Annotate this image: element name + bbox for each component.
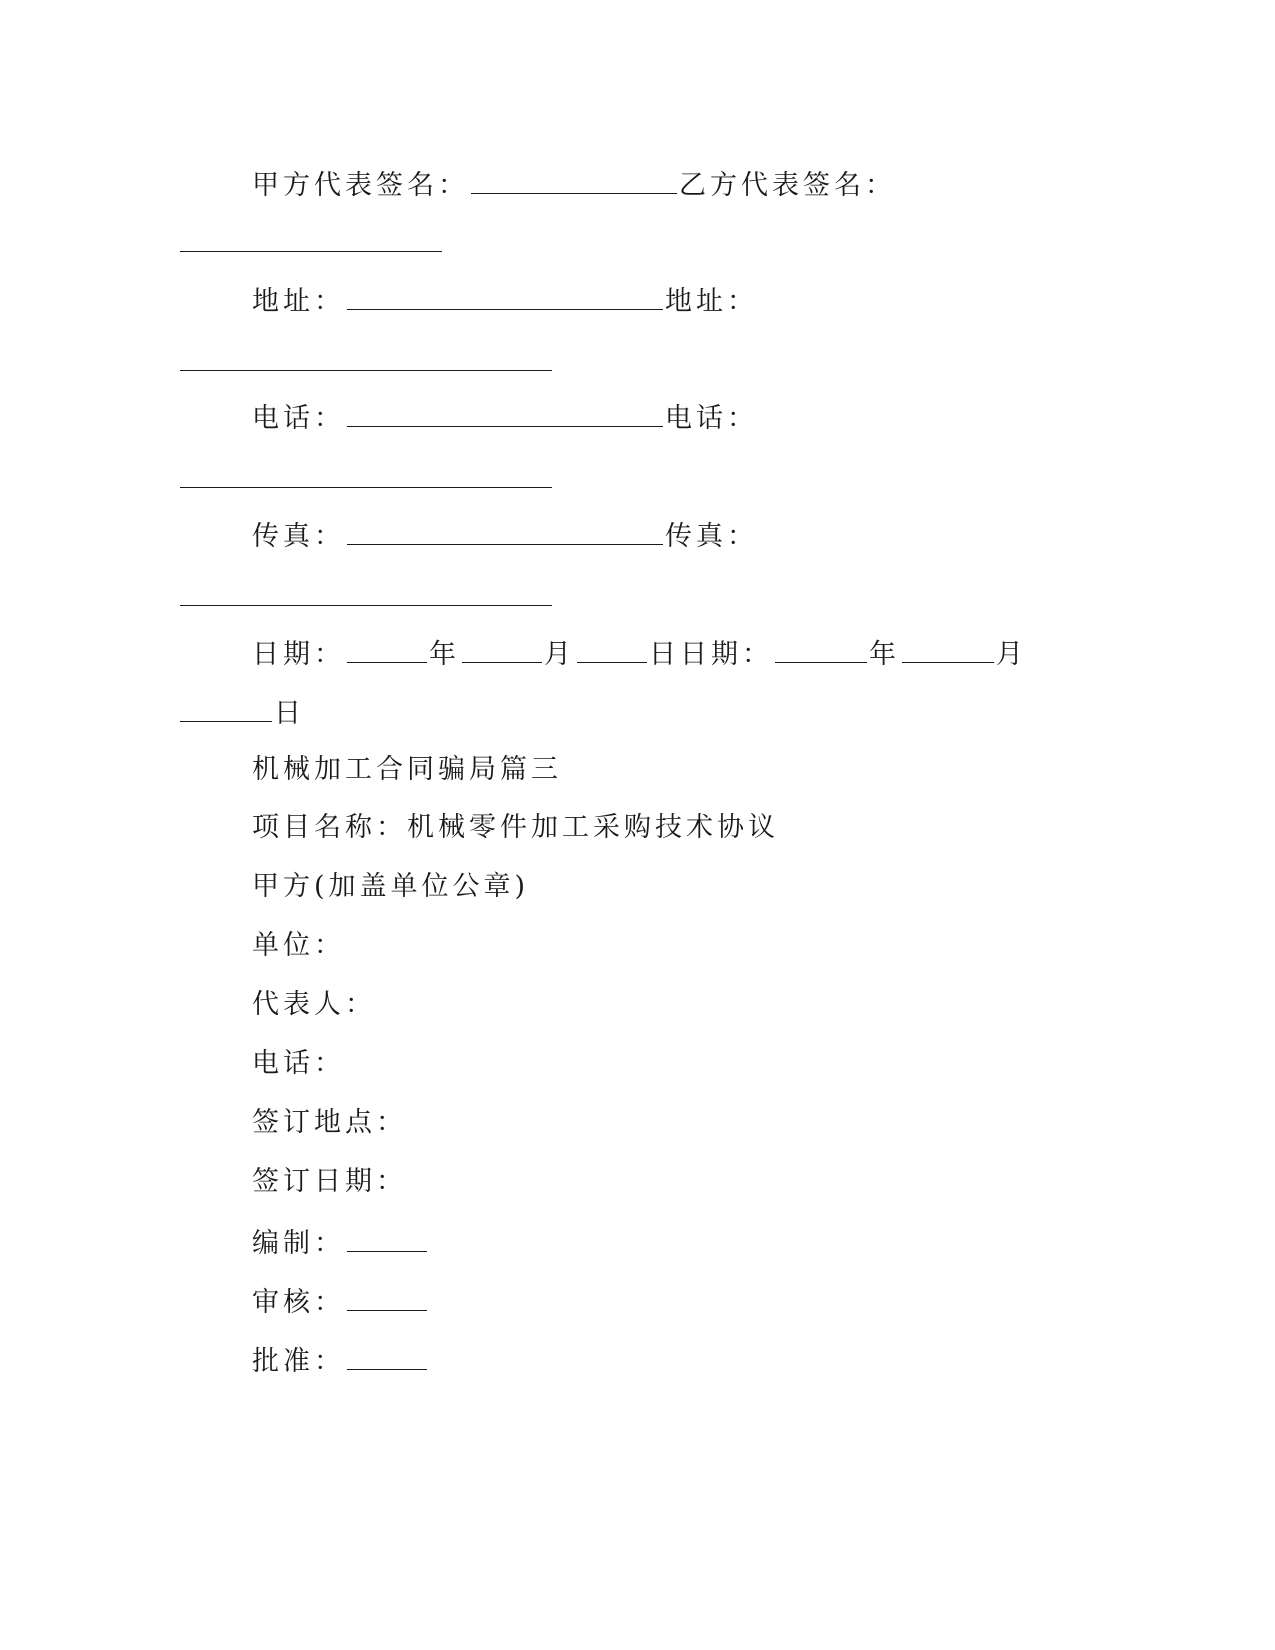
date-b-month-blank[interactable] — [902, 635, 994, 663]
address-b-blank[interactable] — [180, 370, 552, 371]
party-b-sign-blank[interactable] — [180, 251, 442, 252]
sign-date-label: 签订日期： — [252, 1166, 407, 1197]
date-row — [252, 635, 1027, 672]
fax-a-blank[interactable] — [347, 517, 663, 545]
approve-row — [252, 1342, 429, 1379]
review-row — [252, 1283, 429, 1320]
address-row — [252, 282, 758, 319]
party-b-sign-label: 乙方代表签名： — [679, 170, 896, 201]
address-a-label: 地址： — [252, 286, 345, 317]
date-a-day-blank[interactable] — [577, 635, 647, 663]
date-b-label: 日期： — [680, 639, 773, 670]
month-label: 月 — [544, 639, 575, 670]
day-label: 日 — [649, 639, 680, 670]
party-a-sign-label: 甲方代表签名： — [252, 170, 469, 201]
phone-a-label: 电话： — [252, 403, 345, 434]
year-label-b: 年 — [869, 639, 900, 670]
date-b-day-blank[interactable] — [180, 694, 272, 722]
phone-row — [252, 399, 758, 436]
review-label: 审核： — [252, 1287, 345, 1318]
compile-blank[interactable] — [347, 1224, 427, 1252]
date-a-label: 日期： — [252, 639, 345, 670]
address-a-blank[interactable] — [347, 282, 663, 310]
date-b-year-blank[interactable] — [775, 635, 867, 663]
representative-label: 代表人： — [252, 989, 376, 1020]
date-row-continued — [180, 694, 305, 731]
approve-label: 批准： — [252, 1346, 345, 1377]
day-label-b: 日 — [274, 698, 305, 729]
fax-b-label: 传真： — [665, 521, 758, 552]
address-b-label: 地址： — [665, 286, 758, 317]
compile-row — [252, 1224, 429, 1261]
phone-b-blank[interactable] — [180, 487, 552, 488]
review-blank[interactable] — [347, 1283, 427, 1311]
compile-label: 编制： — [252, 1228, 345, 1259]
approve-blank[interactable] — [347, 1342, 427, 1370]
unit-label: 单位： — [252, 930, 345, 961]
sign-place-label: 签订地点： — [252, 1107, 407, 1138]
phone-b-label: 电话： — [665, 403, 758, 434]
date-a-year-blank[interactable] — [347, 635, 427, 663]
phone-a-blank[interactable] — [347, 399, 663, 427]
party-a-heading: 甲方(加盖单位公章) — [252, 871, 530, 902]
fax-b-blank[interactable] — [180, 605, 552, 606]
project-name: 项目名称：机械零件加工采购技术协议 — [252, 812, 779, 843]
phone-label: 电话： — [252, 1048, 345, 1079]
year-label: 年 — [429, 639, 460, 670]
signature-row — [252, 166, 896, 203]
section-title: 机械加工合同骗局篇三 — [252, 754, 562, 785]
fax-a-label: 传真： — [252, 521, 345, 552]
fax-row — [252, 517, 758, 554]
month-label-b: 月 — [996, 639, 1027, 670]
party-a-sign-blank[interactable] — [471, 166, 677, 194]
date-a-month-blank[interactable] — [462, 635, 542, 663]
